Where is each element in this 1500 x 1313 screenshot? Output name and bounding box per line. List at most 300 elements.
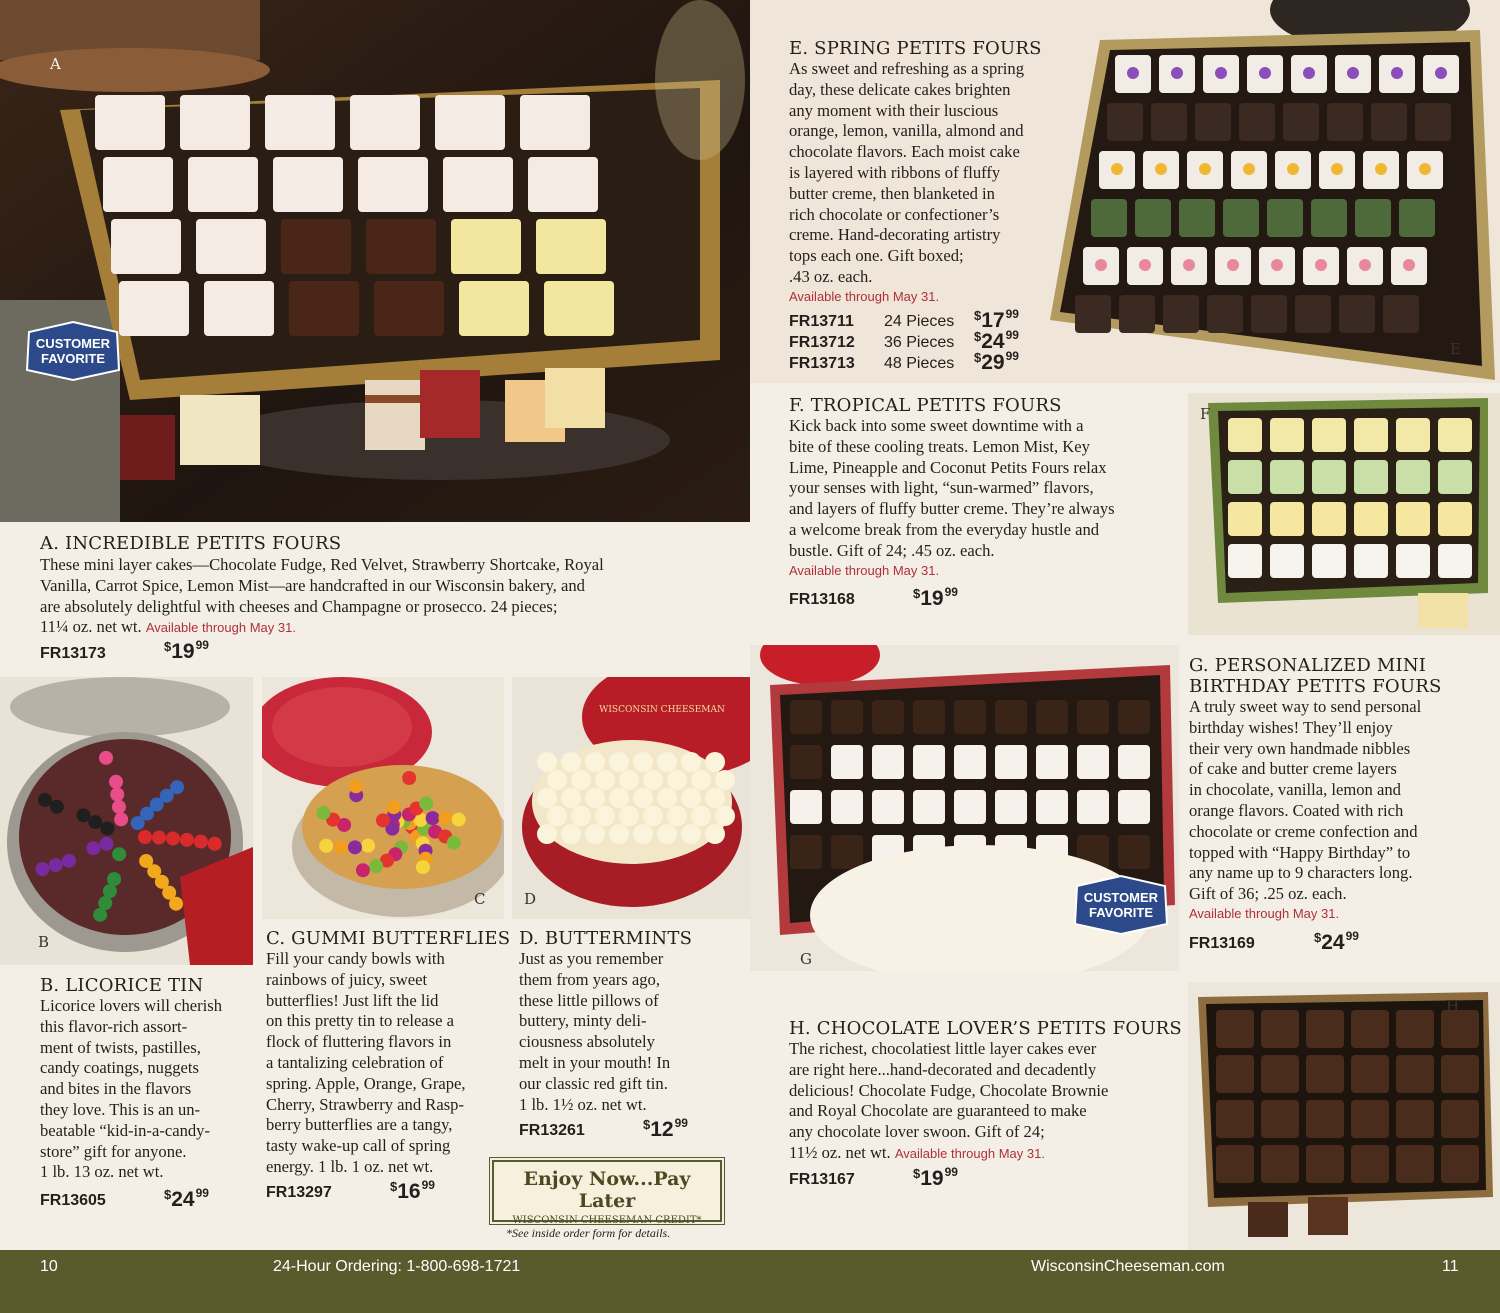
item-g-title-line1: G. PERSONALIZED MINI	[1189, 655, 1427, 676]
item-h-title: H. CHOCOLATE LOVER’S PETITS FOURS	[789, 1018, 1182, 1039]
petit-four	[1151, 103, 1187, 141]
petit-four	[1077, 745, 1109, 779]
photo-buttermints	[512, 677, 750, 919]
website-link[interactable]: WisconsinCheeseman.com	[1031, 1258, 1225, 1275]
petit-four	[831, 790, 863, 824]
petit-four	[1270, 460, 1304, 494]
flower-decoration	[1095, 259, 1107, 271]
petit-four	[1228, 544, 1262, 578]
petit-four	[1261, 1055, 1299, 1093]
gummi-butterfly	[426, 811, 440, 825]
letter-c: C	[474, 890, 486, 908]
petit-four	[1312, 460, 1346, 494]
licorice-piece	[169, 897, 183, 911]
licorice-piece	[170, 780, 184, 794]
petit-four	[1239, 103, 1275, 141]
option-price: $^{\$}24^{99}$	[974, 328, 1019, 353]
petit-four	[1261, 1145, 1299, 1183]
gummi-butterfly	[316, 806, 330, 820]
buttermint	[561, 788, 581, 808]
petit-four	[1118, 700, 1150, 734]
petit-four	[1119, 295, 1155, 333]
flower-decoration	[1287, 163, 1299, 175]
item-c-price: $^{\$}16^{99}$	[390, 1178, 435, 1203]
item-h-description: The richest, chocolatiest little layer cakes ever are right here...hand-decorated and decadently delicious! Chocolate Fudge, Chocolate Brownie and Royal Chocolate are guaranteed to make any chocolate lover swoon. Gift of 24; 11½ oz. net wt. Available through May 31.	[789, 1039, 1109, 1162]
item-g-price: $^{\$}24^{99}$	[1314, 929, 1359, 954]
petit-four	[954, 700, 986, 734]
option-sku: FR13711	[789, 313, 854, 330]
photo-tropical-petits-fours	[1188, 393, 1500, 635]
petit-four	[1415, 103, 1451, 141]
buttermint	[643, 806, 663, 826]
flower-decoration	[1331, 163, 1343, 175]
item-a-sku: FR13173	[40, 645, 106, 662]
item-f-availability: Available through May 31.	[789, 562, 940, 578]
buttermint	[681, 788, 701, 808]
petit-four	[1396, 418, 1430, 452]
credit-headline: Enjoy Now...Pay Later	[523, 1168, 691, 1212]
photo-incredible-petits-fours	[0, 0, 750, 522]
buttermint	[609, 752, 629, 772]
gummi-butterfly	[376, 813, 390, 827]
letter-f: F	[1200, 405, 1211, 423]
petit-four	[1441, 1100, 1479, 1138]
item-g-sku: FR13169	[1189, 935, 1255, 952]
buttermint	[643, 770, 663, 790]
buttermint	[657, 752, 677, 772]
letter-e: E	[1450, 340, 1461, 358]
petit-four	[831, 745, 863, 779]
buttermint	[715, 806, 735, 826]
petit-four	[358, 157, 428, 212]
letter-g: G	[800, 950, 812, 968]
petit-four	[1195, 103, 1231, 141]
petit-four	[872, 700, 904, 734]
petit-four	[1036, 790, 1068, 824]
letter-b: B	[38, 933, 50, 951]
licorice-piece	[208, 837, 222, 851]
gummi-butterfly	[402, 771, 416, 785]
petit-four	[1118, 745, 1150, 779]
photo-licorice-tin	[0, 677, 253, 965]
buttermint	[705, 752, 725, 772]
gummi-butterfly	[387, 800, 401, 814]
item-d-text	[519, 928, 744, 1115]
item-a-price: $^{\$}19^{99}$	[164, 638, 209, 663]
licorice-piece	[99, 751, 113, 765]
gummi-butterfly	[348, 840, 362, 854]
petit-four	[1270, 502, 1304, 536]
petit-four	[1036, 700, 1068, 734]
licorice-piece	[38, 793, 52, 807]
page-footer	[0, 1250, 1500, 1313]
item-b-price: $^{\$}24^{99}$	[164, 1186, 209, 1211]
petit-four	[204, 281, 274, 336]
item-e-description: As sweet and refreshing as a spring day, these delicate cakes brighten any moment with their luscious orange, lemon, vanilla, almond and chocolate flavors. Each moist cake is layered with ribbons of fluffy butter creme, then blanketed in rich chocolate or confectioner’s creme. Hand-decorating artistry tops each one. Gift boxed; .43 oz. each.	[789, 59, 1025, 286]
flower-decoration	[1215, 67, 1227, 79]
flower-decoration	[1127, 67, 1139, 79]
buttermint	[537, 824, 557, 844]
petit-four	[1396, 502, 1430, 536]
petit-four	[1396, 460, 1430, 494]
petit-four	[1283, 103, 1319, 141]
option-pieces: 48 Pieces	[884, 355, 955, 372]
licorice-piece	[62, 854, 76, 868]
flower-decoration	[1375, 163, 1387, 175]
petit-four	[1438, 502, 1472, 536]
item-b-title: B. LICORICE TIN	[40, 975, 204, 996]
petit-four	[119, 281, 189, 336]
licorice-piece	[88, 815, 102, 829]
petit-four	[954, 790, 986, 824]
petit-four	[1396, 1145, 1434, 1183]
licorice-piece	[152, 831, 166, 845]
petit-four	[1077, 790, 1109, 824]
petit-four	[1351, 1145, 1389, 1183]
petit-four	[111, 219, 181, 274]
petit-four	[1306, 1055, 1344, 1093]
petit-four	[1354, 502, 1388, 536]
petit-four	[1441, 1010, 1479, 1048]
gummi-butterfly	[334, 840, 348, 854]
item-c-text	[266, 928, 511, 1178]
petit-four	[790, 745, 822, 779]
customer-favorite-badge-a	[25, 320, 121, 382]
petit-four	[1438, 544, 1472, 578]
licorice-piece	[194, 835, 208, 849]
licorice-piece	[138, 830, 152, 844]
petit-four	[1091, 199, 1127, 237]
buttermint	[667, 770, 687, 790]
gummi-butterfly	[447, 836, 461, 850]
item-f-text	[789, 395, 1179, 578]
petit-four	[1077, 700, 1109, 734]
petit-four	[1207, 295, 1243, 333]
item-h-price: $^{\$}19^{99}$	[913, 1165, 958, 1190]
petit-four	[1396, 1055, 1434, 1093]
petit-four	[196, 219, 266, 274]
petit-four	[528, 157, 598, 212]
petit-four	[1251, 295, 1287, 333]
letter-a: A	[50, 55, 61, 73]
item-f-price: $^{\$}19^{99}$	[913, 585, 958, 610]
flower-decoration	[1199, 163, 1211, 175]
petit-four	[1228, 502, 1262, 536]
item-d-sku: FR13261	[519, 1122, 585, 1139]
gummi-butterfly	[416, 860, 430, 874]
gummi-butterfly	[369, 859, 383, 873]
petit-four	[1216, 1145, 1254, 1183]
gummi-butterfly	[319, 839, 333, 853]
licorice-piece	[110, 787, 124, 801]
flower-decoration	[1111, 163, 1123, 175]
licorice-piece	[114, 812, 128, 826]
petit-four	[95, 95, 165, 150]
petit-four	[1312, 502, 1346, 536]
credit-promo-box[interactable]	[492, 1160, 722, 1226]
petit-four	[374, 281, 444, 336]
licorice-piece	[107, 872, 121, 886]
buttermint	[633, 824, 653, 844]
petit-four	[1118, 790, 1150, 824]
buttermint	[619, 806, 639, 826]
licorice-piece	[109, 775, 123, 789]
petit-four	[180, 95, 250, 150]
petit-four	[544, 281, 614, 336]
buttermint	[681, 824, 701, 844]
option-pieces: 36 Pieces	[884, 334, 955, 351]
credit-note: *See inside order form for details.	[506, 1226, 671, 1240]
petit-four	[1396, 1010, 1434, 1048]
licorice-piece	[100, 821, 114, 835]
svg-text:FAVORITE: FAVORITE	[1088, 905, 1154, 920]
buttermint	[561, 752, 581, 772]
option-price: $^{\$}29^{99}$	[974, 349, 1019, 374]
petit-four	[350, 95, 420, 150]
petit-four	[913, 700, 945, 734]
petit-four	[435, 95, 505, 150]
petit-four	[1354, 544, 1388, 578]
petit-four	[1438, 418, 1472, 452]
item-h-sku: FR13167	[789, 1171, 855, 1188]
buttermint	[547, 770, 567, 790]
petit-four	[1036, 745, 1068, 779]
svg-text:FAVORITE: FAVORITE	[40, 351, 106, 366]
letter-h: H	[1446, 997, 1460, 1015]
petit-four	[1267, 199, 1303, 237]
licorice-piece	[50, 800, 64, 814]
petit-four	[265, 95, 335, 150]
buttermint	[681, 752, 701, 772]
buttermint	[571, 770, 591, 790]
petit-four	[443, 157, 513, 212]
licorice-piece	[166, 831, 180, 845]
licorice-piece	[112, 847, 126, 861]
petit-four	[459, 281, 529, 336]
petit-four	[790, 835, 822, 869]
licorice-piece	[180, 833, 194, 847]
petit-four	[103, 157, 173, 212]
petit-four	[1311, 199, 1347, 237]
flower-decoration	[1139, 259, 1151, 271]
petit-four	[790, 700, 822, 734]
licorice-piece	[35, 862, 49, 876]
item-b-text	[40, 975, 260, 1183]
buttermint	[609, 824, 629, 844]
item-f-title: F. TROPICAL PETITS FOURS	[789, 395, 1062, 416]
licorice-piece	[86, 841, 100, 855]
licorice-piece	[93, 908, 107, 922]
item-g-availability: Available through May 31.	[1189, 905, 1340, 921]
letter-d: D	[524, 890, 537, 908]
gummi-butterfly	[452, 813, 466, 827]
buttermint	[537, 752, 557, 772]
item-d-description: Just as you remember them from years ago, these little pillows of buttery, minty deli- ciousness absolutely melt in your mouth! In our classic red gift tin. 1 lb. 1½ oz. net wt.	[519, 949, 671, 1114]
option-pieces: 24 Pieces	[884, 313, 955, 330]
buttermint	[561, 824, 581, 844]
buttermint	[705, 824, 725, 844]
petit-four	[1351, 1010, 1389, 1048]
flower-decoration	[1303, 67, 1315, 79]
ordering-phone[interactable]: 24-Hour Ordering: 1-800-698-1721	[273, 1258, 521, 1275]
petit-four	[1270, 544, 1304, 578]
petit-four	[995, 745, 1027, 779]
flower-decoration	[1347, 67, 1359, 79]
buttermint	[571, 806, 591, 826]
petit-four	[831, 835, 863, 869]
flower-decoration	[1259, 67, 1271, 79]
buttermint	[585, 824, 605, 844]
petit-four	[1216, 1010, 1254, 1048]
petit-four	[451, 219, 521, 274]
flower-decoration	[1435, 67, 1447, 79]
flower-decoration	[1271, 259, 1283, 271]
buttermint	[715, 770, 735, 790]
petit-four	[1383, 295, 1419, 333]
petit-four	[913, 745, 945, 779]
svg-text:CUSTOMER: CUSTOMER	[35, 336, 111, 351]
petit-four	[1441, 1055, 1479, 1093]
petit-four	[1312, 544, 1346, 578]
item-c-description: Fill your candy bowls with rainbows of juicy, sweet butterflies! Just lift the lid on this pretty tin to release a flock of fluttering flavors in a tantalizing celebration of spring. Apple, Orange, Grape, Cherry, Strawberry and Rasp- berry butterflies are a tangy, tasty wake-up call of spring energy. 1 lb. 1 oz. net wt.	[266, 949, 466, 1176]
petit-four	[1399, 199, 1435, 237]
item-d-title: D. BUTTERMINTS	[519, 928, 693, 949]
petit-four	[1351, 1055, 1389, 1093]
petit-four	[1306, 1010, 1344, 1048]
item-e-availability: Available through May 31.	[789, 288, 940, 304]
svg-text:WISCONSIN CHEESEMAN: WISCONSIN CHEESEMAN	[599, 705, 725, 715]
gummi-butterfly	[438, 811, 452, 825]
licorice-piece	[76, 808, 90, 822]
flower-decoration	[1243, 163, 1255, 175]
petit-four	[536, 219, 606, 274]
gummi-butterfly	[361, 839, 375, 853]
left-page-number: 10	[40, 1258, 58, 1275]
petit-four	[1355, 199, 1391, 237]
petit-four	[995, 700, 1027, 734]
flower-decoration	[1171, 67, 1183, 79]
option-price: $^{\$}17^{99}$	[974, 307, 1019, 332]
petit-four	[1351, 1100, 1389, 1138]
petit-four	[1135, 199, 1171, 237]
petit-four	[831, 700, 863, 734]
item-a-text	[40, 533, 740, 639]
petit-four	[1163, 295, 1199, 333]
petit-four	[1261, 1010, 1299, 1048]
buttermint	[657, 824, 677, 844]
item-a-title: A. INCREDIBLE PETITS FOURS	[40, 533, 342, 554]
item-e-title: E. SPRING PETITS FOURS	[789, 38, 1042, 59]
petit-four	[1306, 1100, 1344, 1138]
petit-four	[1327, 103, 1363, 141]
petit-four	[1312, 418, 1346, 452]
buttermint	[537, 788, 557, 808]
gummi-butterfly	[356, 863, 370, 877]
item-a-availability: Available through May 31.	[145, 620, 296, 636]
licorice-piece	[103, 884, 117, 898]
petit-four	[1396, 544, 1430, 578]
photo-gummi-butterflies	[262, 677, 504, 919]
item-c-sku: FR13297	[266, 1184, 332, 1201]
item-g-title-line2: BIRTHDAY PETITS FOURS	[1189, 676, 1442, 697]
petit-four	[1339, 295, 1375, 333]
petit-four	[1179, 199, 1215, 237]
licorice-piece	[112, 800, 126, 814]
petit-four	[1223, 199, 1259, 237]
buttermint	[633, 788, 653, 808]
petit-four	[1371, 103, 1407, 141]
petit-four	[790, 790, 822, 824]
flower-decoration	[1391, 67, 1403, 79]
buttermint	[609, 788, 629, 808]
petit-four	[1261, 1100, 1299, 1138]
buttermint	[633, 752, 653, 772]
buttermint	[691, 806, 711, 826]
buttermint	[585, 752, 605, 772]
option-sku: FR13712	[789, 334, 855, 351]
petit-four	[954, 745, 986, 779]
item-g-description: A truly sweet way to send personal birthday wishes! They’ll enjoy their very own handmade nibbles of cake and butter creme layers in chocolate, vanilla, lemon and orange flavors. Coated with rich chocolate or creme confection and topped with “Happy Birthday” to any name up to 9 characters long. Gift of 36; .25 oz. each.	[1189, 697, 1422, 904]
buttermint	[585, 788, 605, 808]
petit-four	[188, 157, 258, 212]
licorice-piece	[49, 858, 63, 872]
petit-four	[1438, 460, 1472, 494]
item-f-sku: FR13168	[789, 591, 855, 608]
buttermint	[657, 788, 677, 808]
photo-chocolate-lovers-petits-fours	[1188, 982, 1500, 1250]
item-h-text	[789, 1018, 1184, 1165]
licorice-piece	[100, 837, 114, 851]
buttermint	[595, 806, 615, 826]
item-a-description: These mini layer cakes—Chocolate Fudge, Red Velvet, Strawberry Shortcake, Royal Vanilla, Carrot Spice, Lemon Mist—are handcrafted in our Wisconsin bakery, and are absolutely delightful with cheeses and Champagne or prosecco. 24 pieces; 11¼ oz. net wt. Available through May 31.	[40, 555, 604, 637]
petit-four	[273, 157, 343, 212]
item-f-description: Kick back into some sweet downtime with a bite of these cooling treats. Lemon Mist, Key Lime, Pineapple and Coconut Petits Fours relax your senses with light, “sun-warmed” flavors, and layers of fluffy butter creme. They’re always a welcome break from the everyday hustle and bustle. Gift of 24; .45 oz. each.	[789, 416, 1115, 560]
petit-four	[1228, 460, 1262, 494]
item-e-text	[789, 38, 1089, 304]
petit-four	[289, 281, 359, 336]
petit-four	[1216, 1055, 1254, 1093]
petit-four	[1295, 295, 1331, 333]
item-b-sku: FR13605	[40, 1192, 106, 1209]
flower-decoration	[1403, 259, 1415, 271]
svg-text:CUSTOMER: CUSTOMER	[1083, 890, 1159, 905]
buttermint	[619, 770, 639, 790]
petit-four	[995, 790, 1027, 824]
petit-four	[281, 219, 351, 274]
petit-four	[1107, 103, 1143, 141]
petit-four	[1270, 418, 1304, 452]
credit-subline: WISCONSIN CHEESEMAN CREDIT*	[512, 1215, 702, 1226]
flower-decoration	[1155, 163, 1167, 175]
flower-decoration	[1315, 259, 1327, 271]
flower-decoration	[1183, 259, 1195, 271]
petit-four	[872, 745, 904, 779]
item-h-availability: Available through May 31.	[894, 1145, 1045, 1161]
item-d-price: $^{\$}12^{99}$	[643, 1116, 688, 1141]
petit-four	[1354, 460, 1388, 494]
flower-decoration	[1227, 259, 1239, 271]
petit-four	[1441, 1145, 1479, 1183]
item-c-title: C. GUMMI BUTTERFLIES	[266, 928, 511, 949]
petit-four	[1118, 835, 1150, 869]
flower-decoration	[1359, 259, 1371, 271]
petit-four	[1228, 418, 1262, 452]
option-sku: FR13713	[789, 355, 855, 372]
buttermint	[691, 770, 711, 790]
petit-four	[913, 790, 945, 824]
petit-four	[872, 790, 904, 824]
buttermint	[705, 788, 725, 808]
